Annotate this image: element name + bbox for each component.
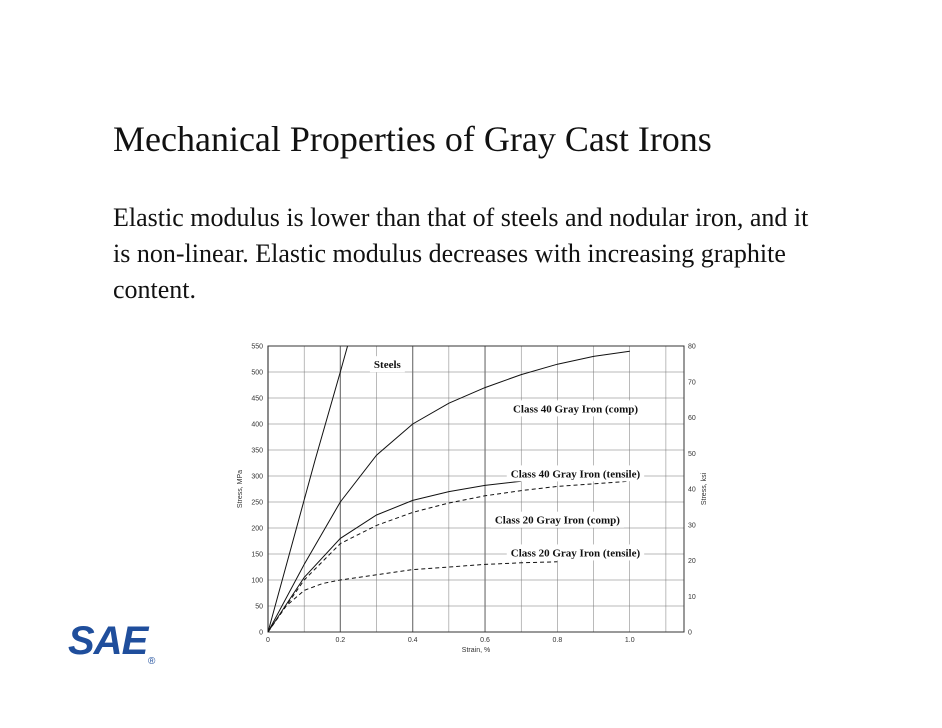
series-line-0 bbox=[268, 336, 366, 632]
y-tick-label: 500 bbox=[251, 369, 263, 377]
y2-tick-label: 60 bbox=[688, 415, 696, 422]
series-annotation-label: Class 40 Gray Iron (comp) bbox=[512, 403, 639, 416]
x-tick-label: 0 bbox=[266, 637, 270, 644]
y-tick-label: 300 bbox=[251, 473, 263, 481]
x-axis-label: Strain, % bbox=[461, 647, 491, 654]
sae-logo bbox=[66, 618, 166, 666]
y2-axis-label: Stress, ksi bbox=[701, 472, 708, 506]
chart-svg bbox=[226, 336, 726, 656]
sae-logo-mark bbox=[66, 618, 166, 666]
y2-tick-label: 0 bbox=[688, 629, 692, 637]
y2-tick-label: 50 bbox=[688, 450, 696, 458]
y-tick-label: 400 bbox=[251, 421, 263, 429]
series-annotation-label: Class 20 Gray Iron (comp) bbox=[494, 514, 620, 527]
series-annotation-label: Steels bbox=[373, 359, 401, 372]
sae-logo-text: SAE bbox=[68, 619, 148, 663]
y-tick-label: 0 bbox=[259, 629, 263, 637]
x-tick-label: 0.6 bbox=[480, 637, 490, 644]
y-tick-label: 50 bbox=[255, 603, 263, 611]
y-tick-label: 150 bbox=[251, 551, 263, 559]
x-tick-label: 1.0 bbox=[624, 637, 635, 644]
sae-logo-registered: ® bbox=[148, 656, 156, 666]
y2-tick-label: 20 bbox=[688, 558, 696, 565]
slide-title: Mechanical Properties of Gray Cast Irons bbox=[113, 119, 712, 159]
y-tick-label: 350 bbox=[251, 447, 263, 455]
series-annotation-label: Class 40 Gray Iron (tensile) bbox=[510, 468, 641, 481]
y-tick-label: 550 bbox=[251, 343, 263, 351]
y2-tick-label: 30 bbox=[688, 522, 696, 530]
stress-strain-chart bbox=[226, 336, 726, 656]
series-annotation-label: Class 20 Gray Iron (tensile) bbox=[510, 547, 641, 560]
y2-tick-label: 40 bbox=[688, 486, 696, 494]
y2-tick-label: 80 bbox=[688, 343, 696, 351]
x-tick-label: 0.4 bbox=[407, 637, 418, 644]
x-tick-label: 0.8 bbox=[552, 637, 563, 644]
y-tick-label: 200 bbox=[251, 525, 263, 533]
y2-tick-label: 10 bbox=[688, 593, 696, 601]
y-tick-label: 450 bbox=[251, 395, 263, 403]
x-tick-label: 0.2 bbox=[335, 637, 346, 644]
y2-tick-label: 70 bbox=[688, 379, 696, 387]
series-line-2 bbox=[268, 481, 521, 632]
plot-frame bbox=[268, 346, 684, 632]
y-tick-label: 100 bbox=[251, 577, 263, 585]
y-axis-label: Stress, MPa bbox=[237, 469, 244, 509]
y-tick-label: 250 bbox=[251, 499, 263, 507]
slide-body-text: Elastic modulus is lower than that of steels and nodular iron, and it is non-linear. Elastic modulus decreases with increasing graphite content. bbox=[113, 203, 809, 304]
